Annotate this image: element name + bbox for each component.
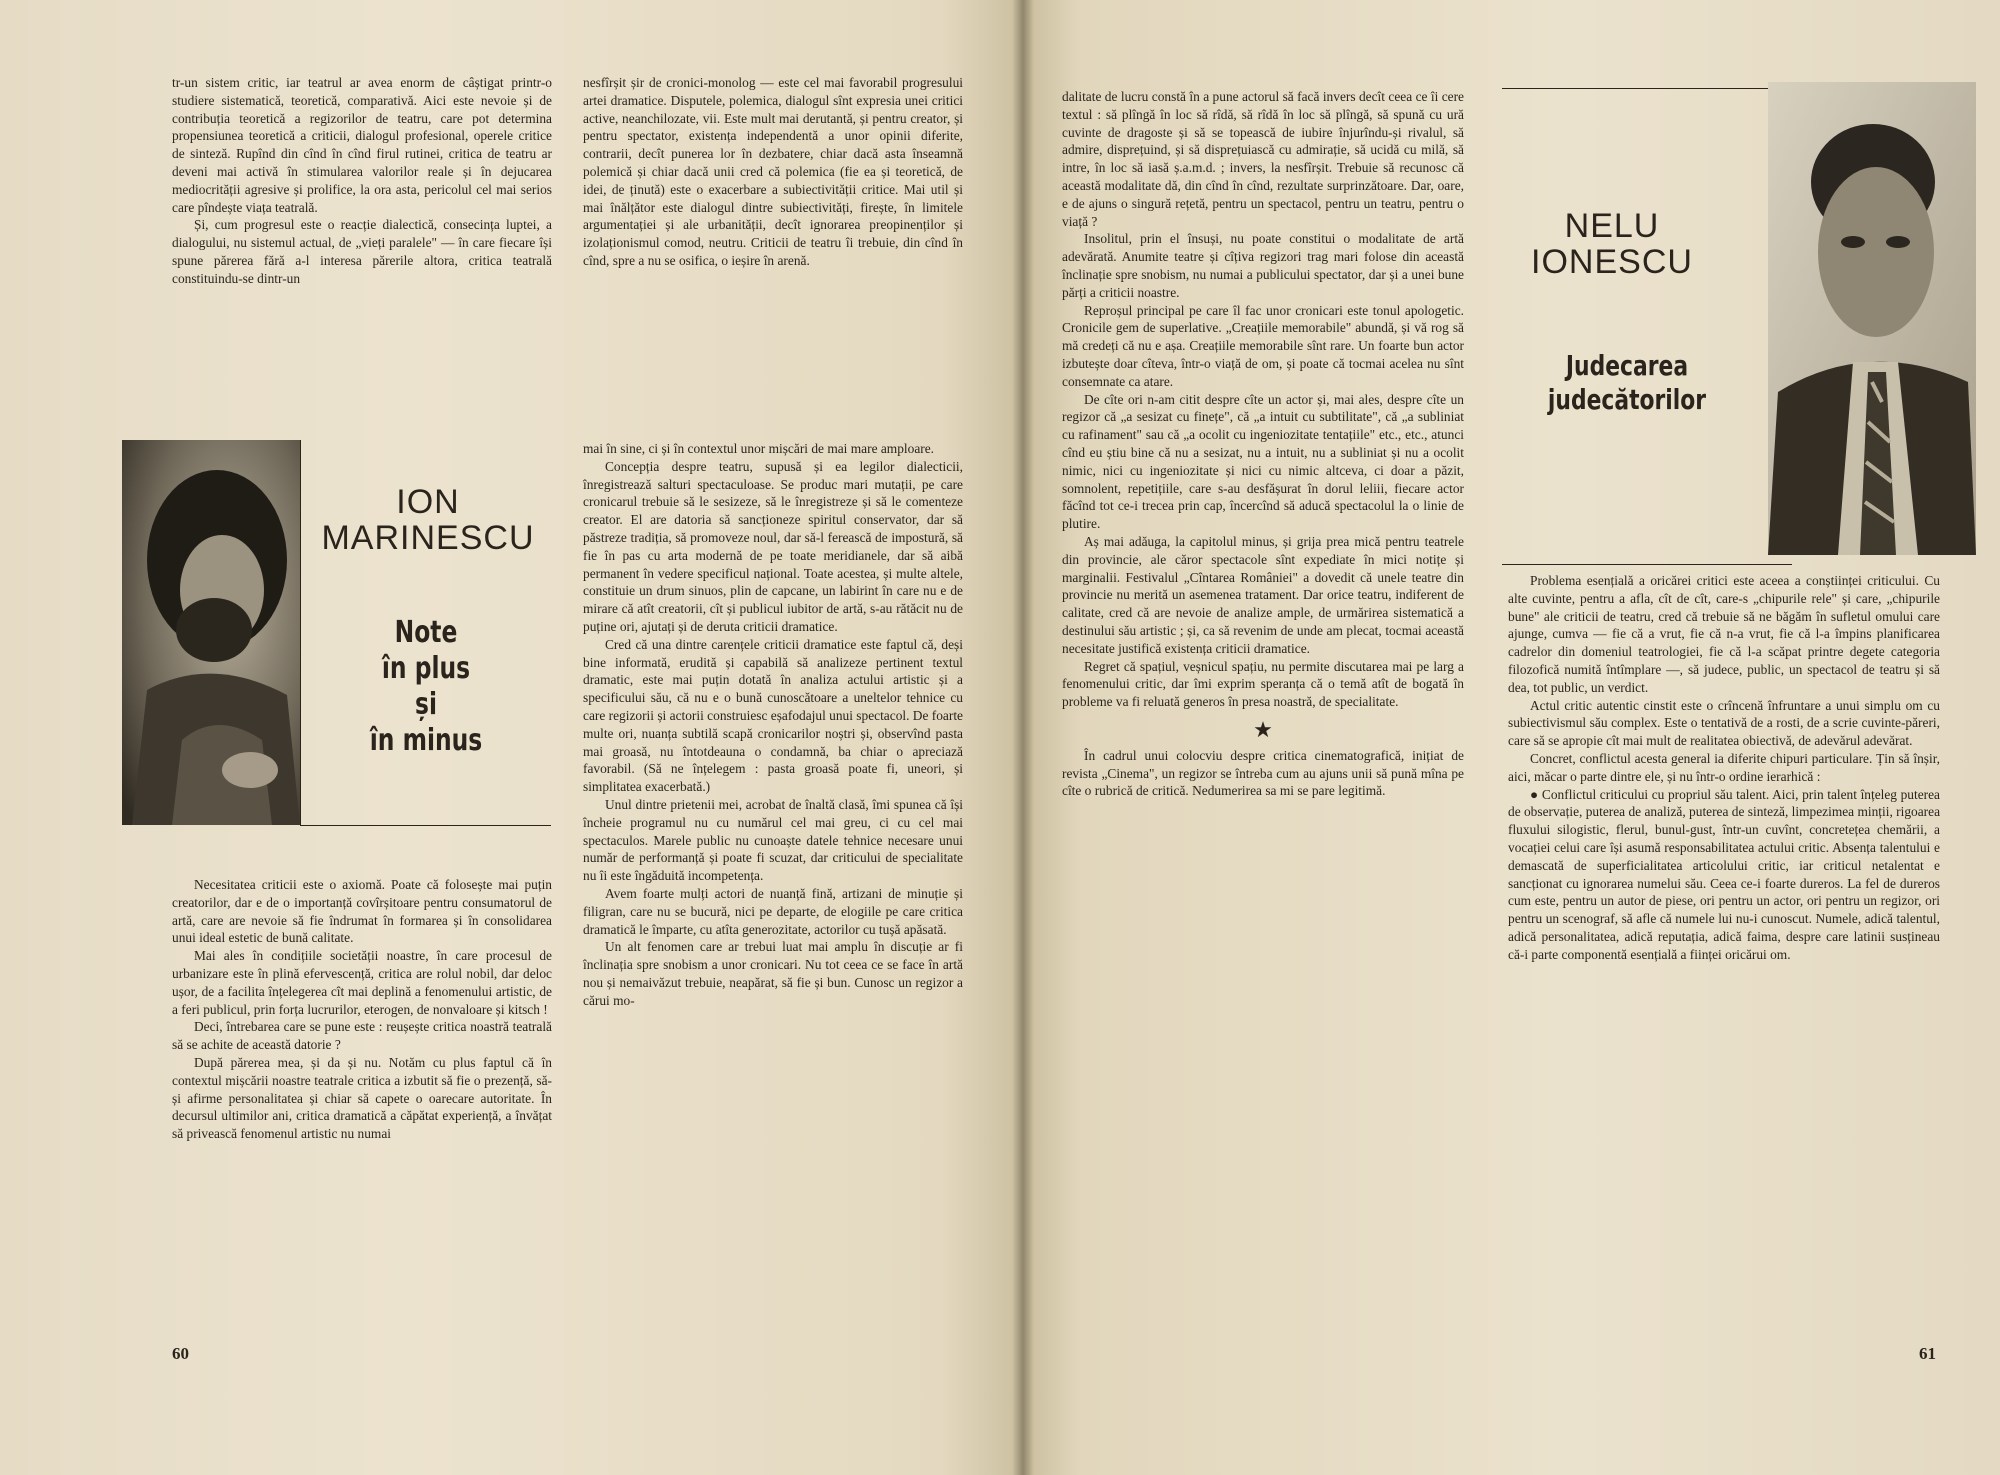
author-photo-ion-marinescu — [122, 440, 300, 825]
right-col2 — [1508, 572, 1940, 964]
paragraph: Un alt fenomen care ar trebui luat mai amplu în discuție ar fi înclinația spre snobism a unor cronicari. Nu tot ceea ce se face în artă nou și nemaivăzut trebuie, neapărat, să fie și bun. Cunosc un regizor a cărui mo- — [583, 939, 963, 1008]
left-col2-bottom — [583, 440, 963, 1010]
article-header-left — [300, 440, 551, 826]
paragraph: Unul dintre prietenii mei, acrobat de înaltă clasă, îmi spunea că își încheie programul nu cu numărul cel mai greu, ci cu cel mai spectaculos. Marele public nu cunoaște datele tehnice necesare unui număr de performanță și poate fi scuzat, dar criticului de specialitate nu îi este îngăduită incompetența. — [583, 796, 963, 884]
page-number-right: 61 — [1919, 1344, 1936, 1363]
paragraph: În cadrul unui colocviu despre critica cinematografică, inițiat de revista „Cinema", un regizor se întreba cum au ajuns unii să pună mîna pe cîte o rubrică de critică. Nedumerirea sa mi se pare legitimă. — [1062, 747, 1464, 799]
paragraph: Regret că spațiul, veșnicul spațiu, nu permite discutarea mai pe larg a fenomenului critic, dar îmi exprim speranța că o temă atît de bogată în probleme va fi reluată generos în presa noastră, de specialitate. — [1062, 658, 1464, 710]
title-line: judecătorilor — [1547, 382, 1707, 416]
author-photo-nelu-ionescu — [1768, 82, 1976, 555]
left-col1-bottom — [172, 876, 552, 1143]
paragraph: Concret, conflictul acesta general ia diferite chipuri particulare. Țin să înșir, aici, măcar o parte dintre ele, și nu într-o ordine ierarhică : — [1508, 750, 1940, 784]
title-line: Judecarea — [1565, 349, 1689, 382]
paragraph: După părerea mea, și da și nu. Notăm cu plus faptul că în contextul mișcării noastre teatrale critica a izbutit să fie o prezență, să-și afirme personalitatea și chiar să capete o oarecare autoritate. În decursul ultimilor ani, critica dramatică a căpătat experiență, a învățat să privească fenomenul artistic nu numai — [172, 1054, 552, 1142]
title-line: în plus — [381, 651, 471, 686]
paragraph: Deci, întrebarea care se pune este : reușește critica noastră teatrală să se achite de această datorie ? — [172, 1019, 552, 1053]
left-col2-top — [583, 74, 963, 270]
paragraph: Reproșul principal pe care îl fac unor cronicari este tonul apologetic. Cronicile gem de superlative. „Creațiile memorabile" abundă, și vă rog să mă credeți că nu e așa. Creațiile memorabile sînt rare. Un foarte bun actor izbutește doar cîteva, într-o viață de om, și poate că tocmai acelea nu sînt consemnate ca atare. — [1062, 302, 1464, 389]
section-star: ★ — [1253, 716, 1273, 742]
title-line: și — [415, 687, 437, 722]
paragraph: Și, cum progresul este o reacție dialectică, consecința luptei, a dialogului, nu sistemul actual, de „vieți paralele" — în care fiecare își spune părerea fără a-l interesa părerile altora, critica teatrală constituindu-se dintr-un — [172, 217, 552, 286]
paragraph: Cred că una dintre carențele criticii dramatice este faptul că, deși bine informată, erudită și capabilă să analizeze pertinent textul dramatic, este mai puțin dotată în analiza actului artistic și a specificului său, că nu e o bună cunoscătoare a uneltelor tehnice cu care regizorii și actorii construiesc eșafodajul unui spectacol. De foarte multe ori, nuanța subtilă scapă cronicarilor noștri și, observînd pasta mai groasă, nu întotdeauna o condamnă, ba chiar o apreciază favorabil. (Să ne înțelegem : pasta groasă poate fi, uneori, și simplitatea exacerbată.) — [583, 636, 963, 795]
paragraph: nesfîrșit șir de cronici-monolog — este cel mai favorabil progresului artei dramatice. Disputele, polemica, dialogul sînt expresia unei critici active, neanchilozate, vii. Este mult mai derutantă, și pentru creator, și pentru spectator, existența independentă a unor opinii diferite, contrarii, decît punerea lor în dezbatere, chiar dacă asta înseamnă polemică și chiar dacă unii cred că polemica (fie ea și teoretică, de idei, de ținută) este o exacerbare a subiectivității critice. Mai util și mai înălțător este dialogul dintre subiectivități, firește, în limitele argumentației și ale urbanității, decît ignorarea preopinenților și izolaționismul comod, neutru. Criticii de teatru îi trebuie, din cînd în cînd, spre a nu se osifica, o ieșire în arenă. — [583, 75, 963, 268]
paragraph: Insolitul, prin el însuși, nu poate constitui o modalitate de artă adevărată. Anumite teatre și cîțiva regizori trag mari folose din această înclinație spre snobism, nu numai a publicului spectator, dar și a unei bune părți a criticii noastre. — [1062, 231, 1464, 300]
article-title — [329, 615, 524, 759]
book-gutter — [1012, 0, 1034, 1475]
author-name: ION MARINESCU — [321, 483, 535, 557]
paragraph: Aș mai adăuga, la capitolul minus, și grija prea mică pentru teatrele din provincie, ale căror spectacole sînt expediate în mici notițe și marginalii. Festivalul „Cîntarea României" a dovedit că unele teatre din provincie nu merită un asemenea tratament. Dar orice teatru, indiferent de calitate, cred că are nevoie de analize ample, de urmărirea sistematică a destinului său artistic ; și, ca să revenim de unde am plecat, tocmai această necesitate justifică existența criticii dramatice. — [1062, 533, 1464, 656]
paragraph: De cîte ori n-am citit despre cîte un actor și, mai ales, despre cîte un regizor că „a sesizat cu finețe", că „a intuit cu subtilitate", că „a subliniat cu rafinament" sau că „a ocolit cu ingeniozitate tentațiile" etc., etc., atunci cînd eu știu bine că nu a sesizat, nu a intuit, nu a subliniat și nu a ocolit nimic, nici cu ingeniozitate și nici cu nimic altceva, ci doar a păzit, somnolent, repetițiile, care s-au desfășurat în dorul leliii, fiecare actor făcînd tot ce-i trecea prin cap, încercînd să aducă spectacolul la o linie de plutire. — [1062, 391, 1464, 532]
paragraph: ● Conflictul criticului cu propriul său talent. Aici, prin talent înțeleg puterea de observație, puterea de analiză, puterea de sinteză, limpezimea minții, rigoarea fluxului silogistic, flerul, bunul-gust, într-un cuvînt, concretețea chemării, a vocației celui care își asumă responsabilitatea actului critic. Absența talentului e demascată de superficialitatea articolului critic, iar criticul netalentat e sancționat cu ignorarea numelui său. Ceea ce-i foarte dureros. La fel de dureros cum este, pentru un autor de piese, ori pentru un actor, ori pentru un regizor, ori pentru un scenograf, să afle că numele lui nu-i cunoscut. Numele, adică talentul, adică personalitatea, adică reputația, adică faima, despre care latinii susțineau că-i parte componentă esențială a ființei oricărui om. — [1508, 786, 1941, 962]
right-page — [1022, 0, 2000, 1475]
right-col1 — [1062, 88, 1464, 800]
paragraph: Actul critic autentic cinstit este o crîncenă înfruntare a unui simplu om cu subiectivismul său complex. Este o tentativă de a rosti, de a scrie cuvinte-păreri, care să se apropie cît mai mult de realitatea obiectivă, de adevărul adevărat. — [1508, 697, 1940, 749]
paragraph: Necesitatea criticii este o axiomă. Poate că folosește mai puțin creatorilor, dar e de o importanță covîrșitoare pentru consumatorul de artă, care are nevoie să fie îndrumat în formarea și în consolidarea unui ideal estetic de bună calitate. — [172, 877, 552, 946]
paragraph: Avem foarte mulți actori de nuanță fină, artizani de minuție și filigran, care nu se bucură, nici pe departe, de elogiile pe care critica dramatică le împarte, cu atîta generozitate, actorilor cu tușă apăsată. — [583, 885, 963, 937]
portrait-photo-icon — [1768, 82, 1976, 555]
author-name: NELU IONESCU — [1531, 207, 1693, 281]
page-number-left: 60 — [172, 1344, 189, 1363]
title-line: în minus — [369, 723, 483, 758]
paragraph: mai în sine, ci și în contextul unor mișcări de mai mare amploare. — [583, 441, 935, 456]
left-col1-top — [172, 74, 552, 288]
article-title — [1530, 349, 1725, 416]
paragraph: Problema esențială a oricărei critici este aceea a conștiinței criticului. Cu alte cuvinte, pentru a afla, cît de cît, care-s „chipurile rele" și care, „chipurile bune" ale criticii de teatru, cred că trebuie să ne băgăm în sufletul omului care ajunge, cumva — fie că a vrut, fie că n-a vrut, fie că l-a împins planificarea cadrelor din domeniul teatrologiei, fie că l-a scăpat printre degete categoria filozofică numită întîmplare —, să judece, public, un spectacol de teatru și să dea, tot public, un verdict. — [1508, 573, 1940, 695]
paragraph: tr-un sistem critic, iar teatrul ar avea enorm de câștigat printr-o studiere sistematică, teoretică, comparativă. Aici este nevoie și de contribuția teoretică a regizorilor de teatru, care pot determina propensiunea teoretică a criticii, dialogul profesional, operele critice de sinteză. Rupînd din cînd în cînd firul rutinei, critica de teatru ar deveni mai activă în stimularea valorilor reale și în dejucarea mediocrității agresive și prolifice, la ora asta, pericolul cel mai serios care pîndește viața teatrală. — [172, 75, 552, 215]
title-line: Note — [394, 615, 458, 650]
portrait-photo-icon — [122, 440, 300, 825]
paragraph: Mai ales în condițiile societății noastre, în care procesul de urbanizare este în plină efervescență, critica are rolul nobil, dar deloc ușor, de a facilita înțelegerea cît mai deplină a fenomenului artistic, de a feri publicul, prin forța lucrurilor, eterogen, de nonvaloare și kitsch ! — [172, 948, 552, 1017]
paragraph: Concepția despre teatru, supusă și ea legilor dialecticii, înregistrează salturi spectaculoase. Se produc mari mutații, pe care cronicarul trebuie să le sesizeze, să le înregistreze și să le comenteze creator. El are datoria să sancționeze spiritul conservator, dar să păstreze tradiția, să promoveze noul, dar să-l ferească de impostură, să fie în pas cu arta modernă de pe toate meridianele, dar să aibă permanent în vedere specificul național. Toate acestea, și multe altele, constituie un drum sinuos, plin de capcane, un labirint în care nu e de mirare că atît creatorii, cît și publicul iubitor de artă, s-au rătăcit nu de puține ori, ajutați și de deruta criticii dramatice. — [583, 458, 963, 634]
article-header-right — [1502, 88, 1792, 565]
paragraph: dalitate de lucru constă în a pune actorul să facă invers decît ceea ce îi cere textul : să plîngă în loc să rîdă, să rîdă în loc să plîngă, să spună cu ură cuvinte de dragoste și să se topească de iubire înjurîndu-și rivalul, să admire, disprețuind, și să disprețuiască cu admirație, să ucidă cu milă, să intre, în loc să iasă ș.a.m.d. ; invers, la nesfîrșit. Trebuie să recunosc că această modalitate dă, din cînd în cînd, rezultate surprinzătoare. Dar, oare, e de ajuns o singură rețetă, pentru un spectacol, pentru un teatru, pentru o viață ? — [1062, 89, 1464, 229]
